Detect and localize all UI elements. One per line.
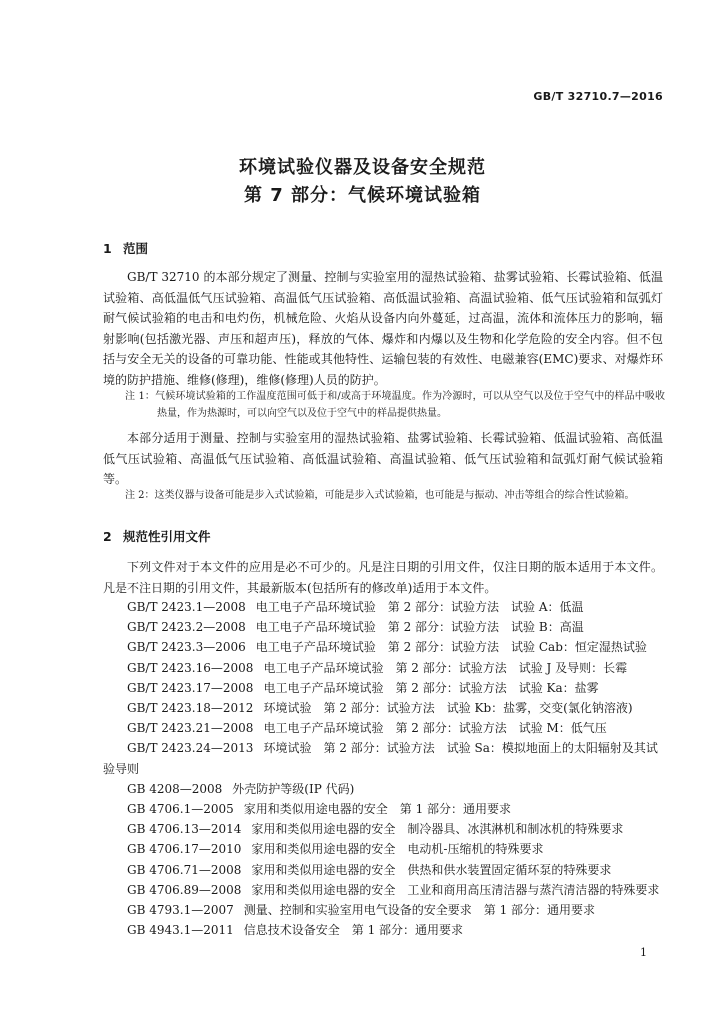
scope-note-2 bbox=[125, 488, 665, 505]
reference-item bbox=[103, 617, 663, 637]
reference-item bbox=[103, 799, 663, 819]
section-1-title: 范围 bbox=[123, 241, 149, 256]
reference-code: GB 4706.1—2005 bbox=[127, 802, 234, 817]
page-number: 1 bbox=[640, 946, 647, 959]
reference-item bbox=[103, 779, 663, 799]
reference-code: GB 4793.1—2007 bbox=[127, 903, 234, 918]
reference-code: GB 4706.17—2010 bbox=[127, 842, 242, 857]
reference-item bbox=[103, 718, 663, 738]
reference-item bbox=[103, 860, 663, 880]
reference-item bbox=[103, 738, 663, 778]
reference-code: GB/T 2423.21—2008 bbox=[127, 721, 254, 736]
document-title-line1: 环境试验仪器及设备安全规范 bbox=[239, 157, 486, 178]
section-2-heading bbox=[103, 527, 211, 545]
reference-item bbox=[103, 637, 663, 657]
reference-title: 环境试验 第 2 部分：试验方法 试验 Sa：模拟地面上的太阳辐射及其试验导则 bbox=[103, 741, 658, 776]
reference-title: 家用和类似用途电器的安全 供热和供水装置固定循环泵的特殊要求 bbox=[251, 862, 612, 877]
scope-note-1-text: 注 1：气候环境试验箱的工作温度范围可低于和/或高于环境温度。作为冷源时，可以从空气以及位于空气中的样品中吸收热量，作为热源时，可以向空气以及位于空气中的样品提供热量。 bbox=[125, 391, 665, 419]
reference-item bbox=[103, 900, 663, 920]
reference-title: 家用和类似用途电器的安全 工业和商用高压清洁器与蒸汽清洁器的特殊要求 bbox=[251, 882, 660, 897]
standard-code: GB/T 32710.7—2016 bbox=[533, 90, 663, 103]
reference-item bbox=[103, 839, 663, 859]
reference-title: 电工电子产品环境试验 第 2 部分：试验方法 试验 B：高温 bbox=[255, 620, 584, 635]
reference-title: 家用和类似用途电器的安全 电动机-压缩机的特殊要求 bbox=[251, 842, 544, 857]
reference-code: GB 4706.89—2008 bbox=[127, 882, 242, 897]
scope-paragraph-2: 本部分适用于测量、控制与实验室用的湿热试验箱、盐雾试验箱、长霉试验箱、低温试验箱、高低温低气压试验箱、高温低气压试验箱、高低温试验箱、高温试验箱、低气压试验箱和氙弧灯耐气候试验箱等。 bbox=[103, 431, 663, 487]
reference-title: 电工电子产品环境试验 第 2 部分：试验方法 试验 Cab：恒定湿热试验 bbox=[255, 640, 647, 655]
scope-note-1 bbox=[125, 389, 665, 422]
references-intro-paragraph: 下列文件对于本文件的应用是必不可少的。凡是注日期的引用文件，仅注日期的版本适用于本文件。凡是不注日期的引用文件，其最新版本(包括所有的修改单)适用于本文件。 bbox=[103, 560, 663, 595]
section-2-title: 规范性引用文件 bbox=[123, 529, 211, 544]
reference-item bbox=[103, 880, 663, 900]
reference-item bbox=[103, 597, 663, 617]
reference-title: 电工电子产品环境试验 第 2 部分：试验方法 试验 Ka：盐雾 bbox=[263, 680, 599, 695]
reference-code: GB/T 2423.18—2012 bbox=[127, 701, 254, 716]
reference-item bbox=[103, 678, 663, 698]
reference-code: GB/T 2423.3—2006 bbox=[127, 640, 246, 655]
reference-code: GB 4943.1—2011 bbox=[127, 923, 234, 938]
reference-code: GB/T 2423.17—2008 bbox=[127, 680, 254, 695]
reference-title: 电工电子产品环境试验 第 2 部分：试验方法 试验 M：低气压 bbox=[263, 721, 607, 736]
reference-title: 外壳防护等级(IP 代码) bbox=[232, 781, 355, 796]
reference-item bbox=[103, 819, 663, 839]
scope-note-2-text: 注 2：这类仪器与设备可能是步入式试验箱，可能是步入式试验箱，也可能是与振动、冲击等组合的综合性试验箱。 bbox=[125, 490, 635, 501]
reference-code: GB 4706.13—2014 bbox=[127, 822, 242, 837]
section-2-number: 2 bbox=[103, 529, 112, 544]
reference-title: 信息技术设备安全 第 1 部分：通用要求 bbox=[243, 923, 464, 938]
reference-title: 电工电子产品环境试验 第 2 部分：试验方法 试验 A：低温 bbox=[255, 600, 584, 614]
document-title-line2: 第 7 部分：气候环境试验箱 bbox=[243, 185, 482, 206]
reference-code: GB/T 2423.24—2013 bbox=[127, 741, 254, 756]
scope-paragraph-1: GB/T 32710 的本部分规定了测量、控制与实验室用的湿热试验箱、盐雾试验箱、长霉试验箱、低温试验箱、高低温低气压试验箱、高温低气压试验箱、高低温试验箱、高温试验箱、低气压试验箱和氙弧灯耐气候试验箱的电击和电灼伤，机械危险、火焰从设备内向外蔓延，过高温，流体和流体压力的影响，辐射影响(包括激光器、声压和超声压)，释放的气体、爆炸和内爆以及生物和化学危险的安全内容。但不包括与安全无关的设备的可靠功能、性能或其他特性、运输包装的有效性、电磁兼容(EMC)要求、对爆炸环境的防护措施、维修(修理)，维修(修理)人员的防护。 bbox=[103, 270, 663, 387]
reference-title: 测量、控制和实验室用电气设备的安全要求 第 1 部分：通用要求 bbox=[243, 903, 596, 918]
reference-code: GB 4706.71—2008 bbox=[127, 862, 242, 877]
section-1-heading bbox=[103, 239, 148, 257]
reference-item bbox=[103, 658, 663, 678]
reference-code: GB/T 2423.16—2008 bbox=[127, 660, 254, 675]
reference-title: 环境试验 第 2 部分：试验方法 试验 Kb：盐雾，交变(氯化钠溶液) bbox=[263, 701, 633, 716]
reference-code: GB/T 2423.2—2008 bbox=[127, 620, 246, 635]
reference-title: 家用和类似用途电器的安全 第 1 部分：通用要求 bbox=[243, 802, 512, 817]
reference-title: 家用和类似用途电器的安全 制冷器具、冰淇淋机和制冰机的特殊要求 bbox=[251, 822, 624, 837]
reference-code: GB 4208—2008 bbox=[127, 781, 223, 796]
reference-code: GB/T 2423.1—2008 bbox=[127, 600, 246, 614]
reference-list bbox=[103, 597, 663, 940]
section-1-number: 1 bbox=[103, 241, 112, 256]
reference-item bbox=[103, 920, 663, 940]
reference-item bbox=[103, 698, 663, 718]
reference-title: 电工电子产品环境试验 第 2 部分：试验方法 试验 J 及导则：长霉 bbox=[263, 660, 628, 675]
